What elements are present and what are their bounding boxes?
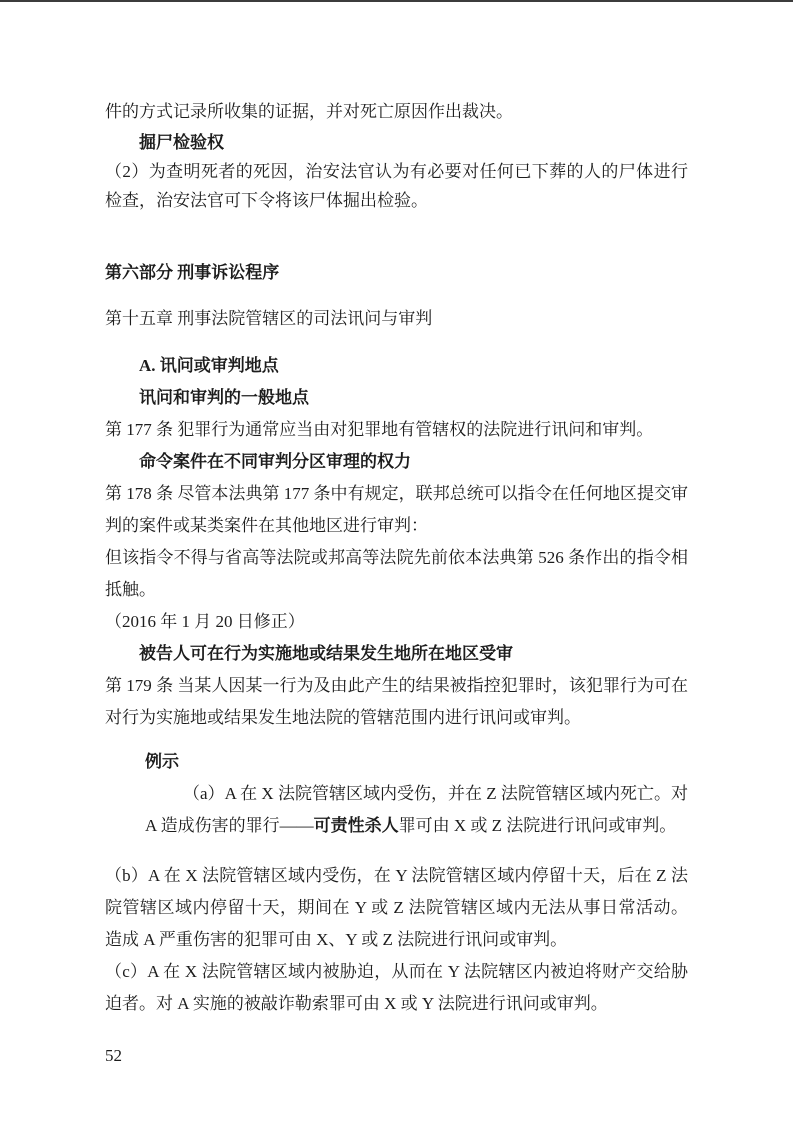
para-illustration-b: （b）A 在 X 法院管辖区域内受伤，在 Y 法院管辖区域内停留十天，后在 Z 法院管辖区域内停留十天，期间在 Y 或 Z 法院管辖区域内无法从事日常活动。造成 A 严重伤害的犯罪可由 X、Y 或 Z 法院进行讯问或审判。 <box>105 866 688 949</box>
para-article-178: 第 178 条 尽管本法典第 177 条中有规定，联邦总统可以指令在任何地区提交审判的案件或某类案件在其他地区进行审判： <box>105 484 688 535</box>
illustration-a-text-pre: （a）A 在 X 法院管辖区域内受伤，并在 Z 法院管辖区域内死亡。对 A 造成伤害的罪行—— <box>145 784 688 835</box>
subhead-ordinary-place-of-trial: 讯问和审判的一般地点 <box>139 388 309 407</box>
page-number: 52 <box>105 1046 122 1065</box>
subhead-exhumation-power: 掘尸检验权 <box>139 133 224 152</box>
para-amendment-note: （2016 年 1 月 20 日修正） <box>105 612 305 631</box>
para-illustration-a <box>145 778 688 842</box>
culpable-homicide-term: 可责性杀人 <box>313 816 399 835</box>
para-illustration-c: （c）A 在 X 法院管辖区域内被胁迫，从而在 Y 法院辖区内被迫将财产交给胁迫者。对 A 实施的被敲诈勒索罪可由 X 或 Y 法院进行讯问或审判。 <box>105 962 688 1013</box>
para-evidence-recording: 件的方式记录所收集的证据，并对死亡原因作出裁决。 <box>105 102 513 121</box>
section-a-heading: A. 讯问或审判地点 <box>139 356 279 375</box>
para-article-177: 第 177 条 犯罪行为通常应当由对犯罪地有管辖权的法院进行讯问和审判。 <box>105 420 654 439</box>
part-title: 第六部分 刑事诉讼程序 <box>105 263 280 282</box>
chapter-title: 第十五章 刑事法院管辖区的司法讯问与审判 <box>105 309 433 328</box>
illustrations-heading: 例示 <box>145 752 179 771</box>
para-article-178-proviso: 但该指令不得与省高等法院或邦高等法院先前依本法典第 526 条作出的指令相抵触。 <box>105 548 688 599</box>
illustration-a-text-post: 罪可由 X 或 Z 法院进行讯问或审判。 <box>398 816 677 835</box>
page-content <box>105 0 688 1066</box>
para-exhumation: （2）为查明死者的死因，治安法官认为有必要对任何已下葬的人的尸体进行检查，治安法官可下令将该尸体掘出检验。 <box>105 162 688 210</box>
subhead-accused-triable-place: 被告人可在行为实施地或结果发生地所在地区受审 <box>139 644 513 663</box>
para-article-179: 第 179 条 当某人因某一行为及由此产生的结果被指控犯罪时，该犯罪行为可在对行为实施地或结果发生地法院的管辖范围内进行讯问或审判。 <box>105 676 688 727</box>
subhead-transfer-power: 命令案件在不同审判分区审理的权力 <box>139 452 411 471</box>
